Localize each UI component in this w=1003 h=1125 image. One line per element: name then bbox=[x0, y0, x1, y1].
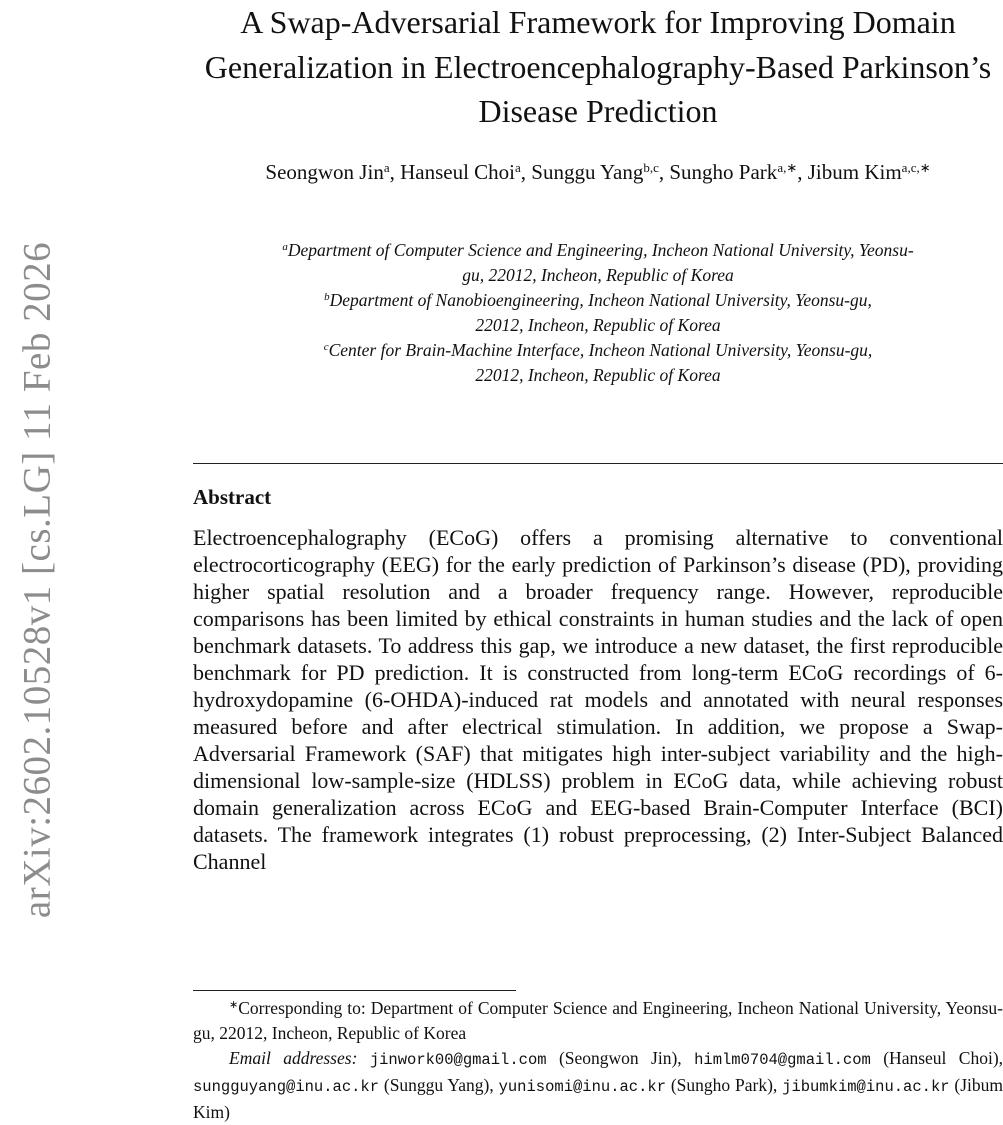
email-owner: (Seongwon Jin), bbox=[558, 1048, 682, 1068]
corresponding-text: Corresponding to: Department of Computer Science and Engineering, Incheon National University, Yeonsu-gu, 22012, Incheon, Republic of Korea bbox=[193, 998, 1003, 1043]
footnote-mark: ∗ bbox=[229, 999, 239, 1011]
paper-title: A Swap-Adversarial Framework for Improving Domain Generalization in Electroencephalography-Based Parkinson’s Disease Prediction bbox=[204, 4, 992, 129]
email-link[interactable]: jinwork00@gmail.com bbox=[369, 1051, 547, 1069]
affiliation-mark: a bbox=[282, 241, 288, 253]
abstract-top-rule bbox=[193, 463, 1003, 464]
affiliation bbox=[278, 238, 918, 288]
author-affil-mark: b,c bbox=[643, 160, 659, 175]
paper-page bbox=[193, 0, 1003, 1122]
email-link[interactable]: yunisomi@inu.ac.kr bbox=[498, 1078, 667, 1096]
email-link[interactable]: himlm0704@gmail.com bbox=[694, 1051, 871, 1069]
email-link[interactable]: jibumkim@inu.ac.kr bbox=[782, 1078, 950, 1096]
author-list: Seongwon Jin$^a$, Hanseul Choi$^a$, Sunggu Yang$^{b,c}$, Sungho Park$^{a,∗}$, Jibum Kim$^{a,c,∗}$ bbox=[265, 160, 931, 184]
author-affil-mark: a,c,∗ bbox=[901, 160, 931, 175]
affiliation bbox=[318, 288, 878, 338]
email-owner: (Sungho Park), bbox=[670, 1075, 778, 1095]
email-owner: (Hanseul Choi), bbox=[883, 1048, 1003, 1068]
author-name: Sunggu Yang bbox=[531, 160, 644, 184]
affiliation-text: Center for Brain-Machine Interface, Incheon National University, Yeonsu-gu, 22012, Incheon, Republic of Korea bbox=[328, 340, 873, 385]
author-affil-mark: a bbox=[383, 160, 390, 175]
author-name: Seongwon Jin bbox=[265, 160, 384, 184]
affiliation-mark: b bbox=[324, 291, 330, 303]
affiliation-mark: c bbox=[323, 341, 329, 353]
arxiv-identifier-stamp: arXiv:2602.10528v1 [cs.LG] 11 Feb 2026 bbox=[15, 241, 59, 919]
abstract-body: Electroencephalography (ECoG) offers a promising alternative to conventional electrocorticography (EEG) for the early prediction of Parkinson’s disease (PD), providing higher spatial resolution and a broader frequency range. However, reproducible comparisons has been limited by ethical constraints in human studies and the lack of open benchmark datasets. To address this gap, we introduce a new dataset, the first reproducible benchmark for PD prediction. It is constructed from long-term ECoG recordings of 6-hydroxydopamine (6-OHDA)-induced rat models and annotated with neural responses measured before and after electrical stimulation. In addition, we propose a Swap-Adversarial Framework (SAF) that mitigates high inter-subject variability and the high-dimensional low-sample-size (HDLSS) problem in ECoG data, while achieving robust domain generalization across ECoG and EEG-based Brain-Computer Interface (BCI) datasets. The framework integrates (1) robust preprocessing, (2) Inter-Subject Balanced Channel bbox=[193, 525, 1003, 874]
author-affil-mark: a,∗ bbox=[777, 160, 798, 175]
affiliation-text: Department of Nanobioengineering, Incheon National University, Yeonsu-gu, 22012, Incheon, Republic of Korea bbox=[329, 290, 872, 335]
corresponding-footnote bbox=[193, 996, 1003, 1046]
footnotes bbox=[193, 996, 1003, 1125]
author-name: Hanseul Choi bbox=[400, 160, 516, 184]
affiliation-text: Department of Computer Science and Engineering, Incheon National University, Yeonsu-gu, 22012, Incheon, Republic of Korea bbox=[287, 240, 914, 285]
footnote-rule bbox=[193, 990, 516, 991]
email-owner: (Jibum Kim) bbox=[193, 1075, 1003, 1122]
affiliation-list bbox=[193, 238, 1003, 388]
author-name: Jibum Kim bbox=[807, 160, 902, 184]
abstract-heading: Abstract bbox=[193, 485, 272, 509]
author-name: Sungho Park bbox=[669, 160, 778, 184]
email-label: Email addresses: bbox=[229, 1048, 358, 1068]
affiliation bbox=[318, 338, 878, 388]
email-link[interactable]: sungguyang@inu.ac.kr bbox=[193, 1078, 380, 1096]
author-affil-mark: a bbox=[515, 160, 521, 175]
email-footnote bbox=[193, 1046, 1003, 1125]
email-owner: (Sunggu Yang), bbox=[383, 1075, 494, 1095]
